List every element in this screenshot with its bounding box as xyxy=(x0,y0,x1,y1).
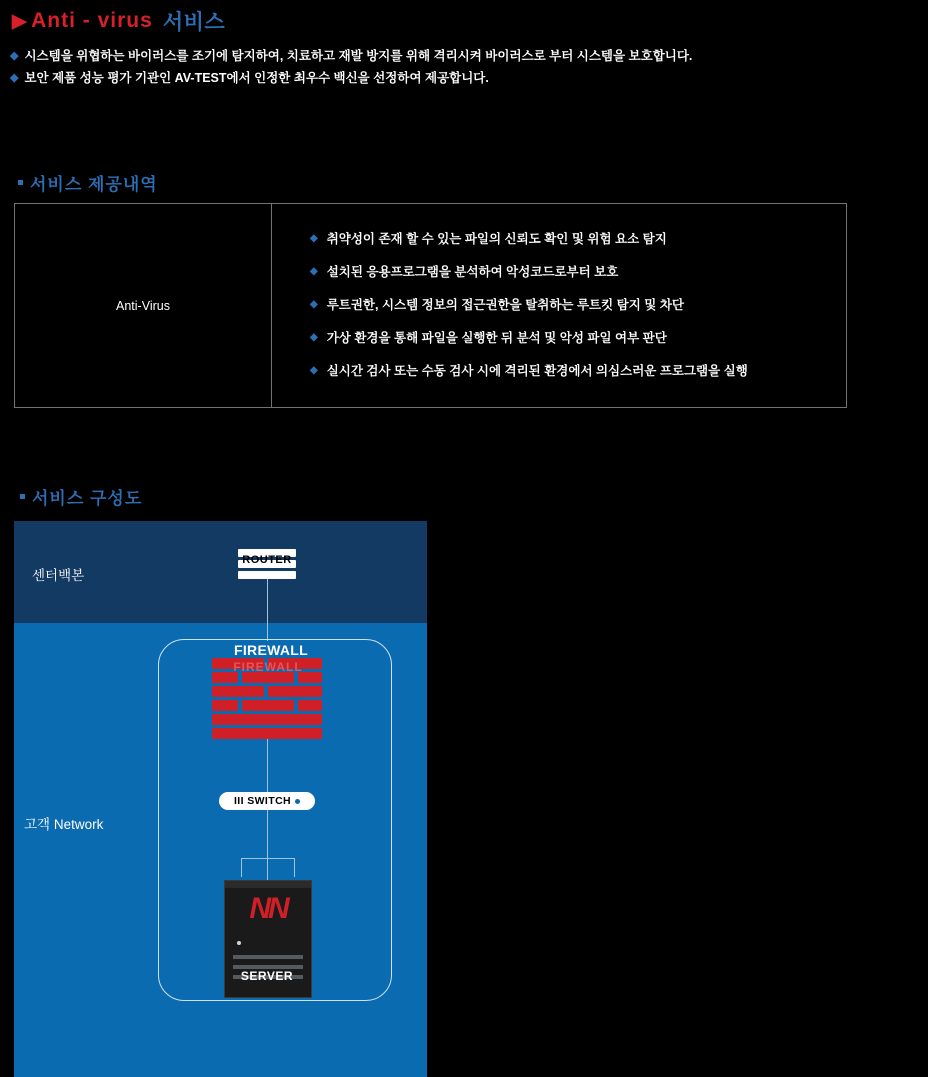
server-drive-slot xyxy=(233,955,303,959)
diamond-bullet-icon: ◆ xyxy=(10,50,19,62)
diagram-label-center-backbone: 센터백본 xyxy=(32,568,85,583)
connector-router-to-firewall xyxy=(267,579,268,641)
list-item xyxy=(310,296,846,314)
diamond-bullet-icon: ◆ xyxy=(310,365,318,376)
list-item xyxy=(310,329,846,347)
server-vendor-logo-icon: NN xyxy=(249,893,287,925)
page-title xyxy=(12,6,225,36)
diagram-label-customer-network: 고객 Network xyxy=(24,817,104,832)
provision-item-text: 루트권한, 시스템 정보의 접근권한을 탈취하는 루트킷 탐지 및 차단 xyxy=(326,298,684,312)
table-row-label-cell xyxy=(15,204,272,407)
table-row-label: Anti-Virus xyxy=(116,298,170,313)
router-label: ROUTER xyxy=(242,554,292,566)
page-title-english: Anti - virus xyxy=(31,9,153,32)
server-connection-bracket xyxy=(241,858,295,877)
diamond-bullet-icon: ◆ xyxy=(310,266,318,277)
list-item xyxy=(10,46,890,66)
diamond-bullet-icon: ◆ xyxy=(310,332,318,343)
list-item xyxy=(310,362,846,380)
switch-label: III SWITCH xyxy=(233,795,292,807)
server-label: SERVER xyxy=(240,969,294,983)
section-heading-diagram-label: 서비스 구성도 xyxy=(32,489,143,508)
triangle-right-icon: ▶ xyxy=(12,10,28,32)
diamond-bullet-icon: ◆ xyxy=(310,233,318,244)
list-item xyxy=(310,230,846,248)
page-title-korean: 서비스 xyxy=(162,11,226,34)
intro-line-text: 시스템을 위협하는 바이러스를 조기에 탐지하여, 치료하고 재발 방지를 위해 격리시켜 바이러스로 부터 시스템을 보호합니다. xyxy=(24,49,693,63)
diamond-bullet-icon: ◆ xyxy=(10,72,19,84)
list-item xyxy=(10,68,890,88)
diamond-bullet-icon: ◆ xyxy=(310,299,318,310)
service-provision-table xyxy=(14,203,847,408)
intro-line-text: 보안 제품 성능 평가 기관인 AV-TEST에서 인정한 최우수 백신을 선정하여 제공합니다. xyxy=(24,71,489,85)
firewall-title: FIREWALL xyxy=(234,642,308,658)
intro-bullet-list xyxy=(10,46,890,90)
provision-item-text: 취약성이 존재 할 수 있는 파일의 신뢰도 확인 및 위험 요소 탐지 xyxy=(326,232,667,246)
provision-item-text: 가상 환경을 통해 파일을 실행한 뒤 분석 및 악성 파일 여부 판단 xyxy=(326,331,667,345)
section-heading-provision-label: 서비스 제공내역 xyxy=(30,175,158,194)
list-item xyxy=(310,263,846,281)
switch-status-lamp-icon xyxy=(295,799,300,804)
firewall-overlay-label: FIREWALL xyxy=(233,660,303,674)
table-detail-cell xyxy=(272,204,846,407)
switch-icon xyxy=(219,792,315,810)
server-led-icon xyxy=(237,941,241,945)
section-heading-diagram xyxy=(20,484,142,509)
server-top-panel xyxy=(225,881,311,888)
square-bullet-icon xyxy=(20,494,25,499)
square-bullet-icon xyxy=(18,180,23,185)
provision-item-text: 설치된 응용프로그램을 분석하여 악성코드로부터 보호 xyxy=(326,265,619,279)
section-heading-provision xyxy=(18,170,158,195)
provision-item-text: 실시간 검사 또는 수동 검사 시에 격리된 환경에서 의심스러운 프로그램을 실행 xyxy=(326,364,748,378)
